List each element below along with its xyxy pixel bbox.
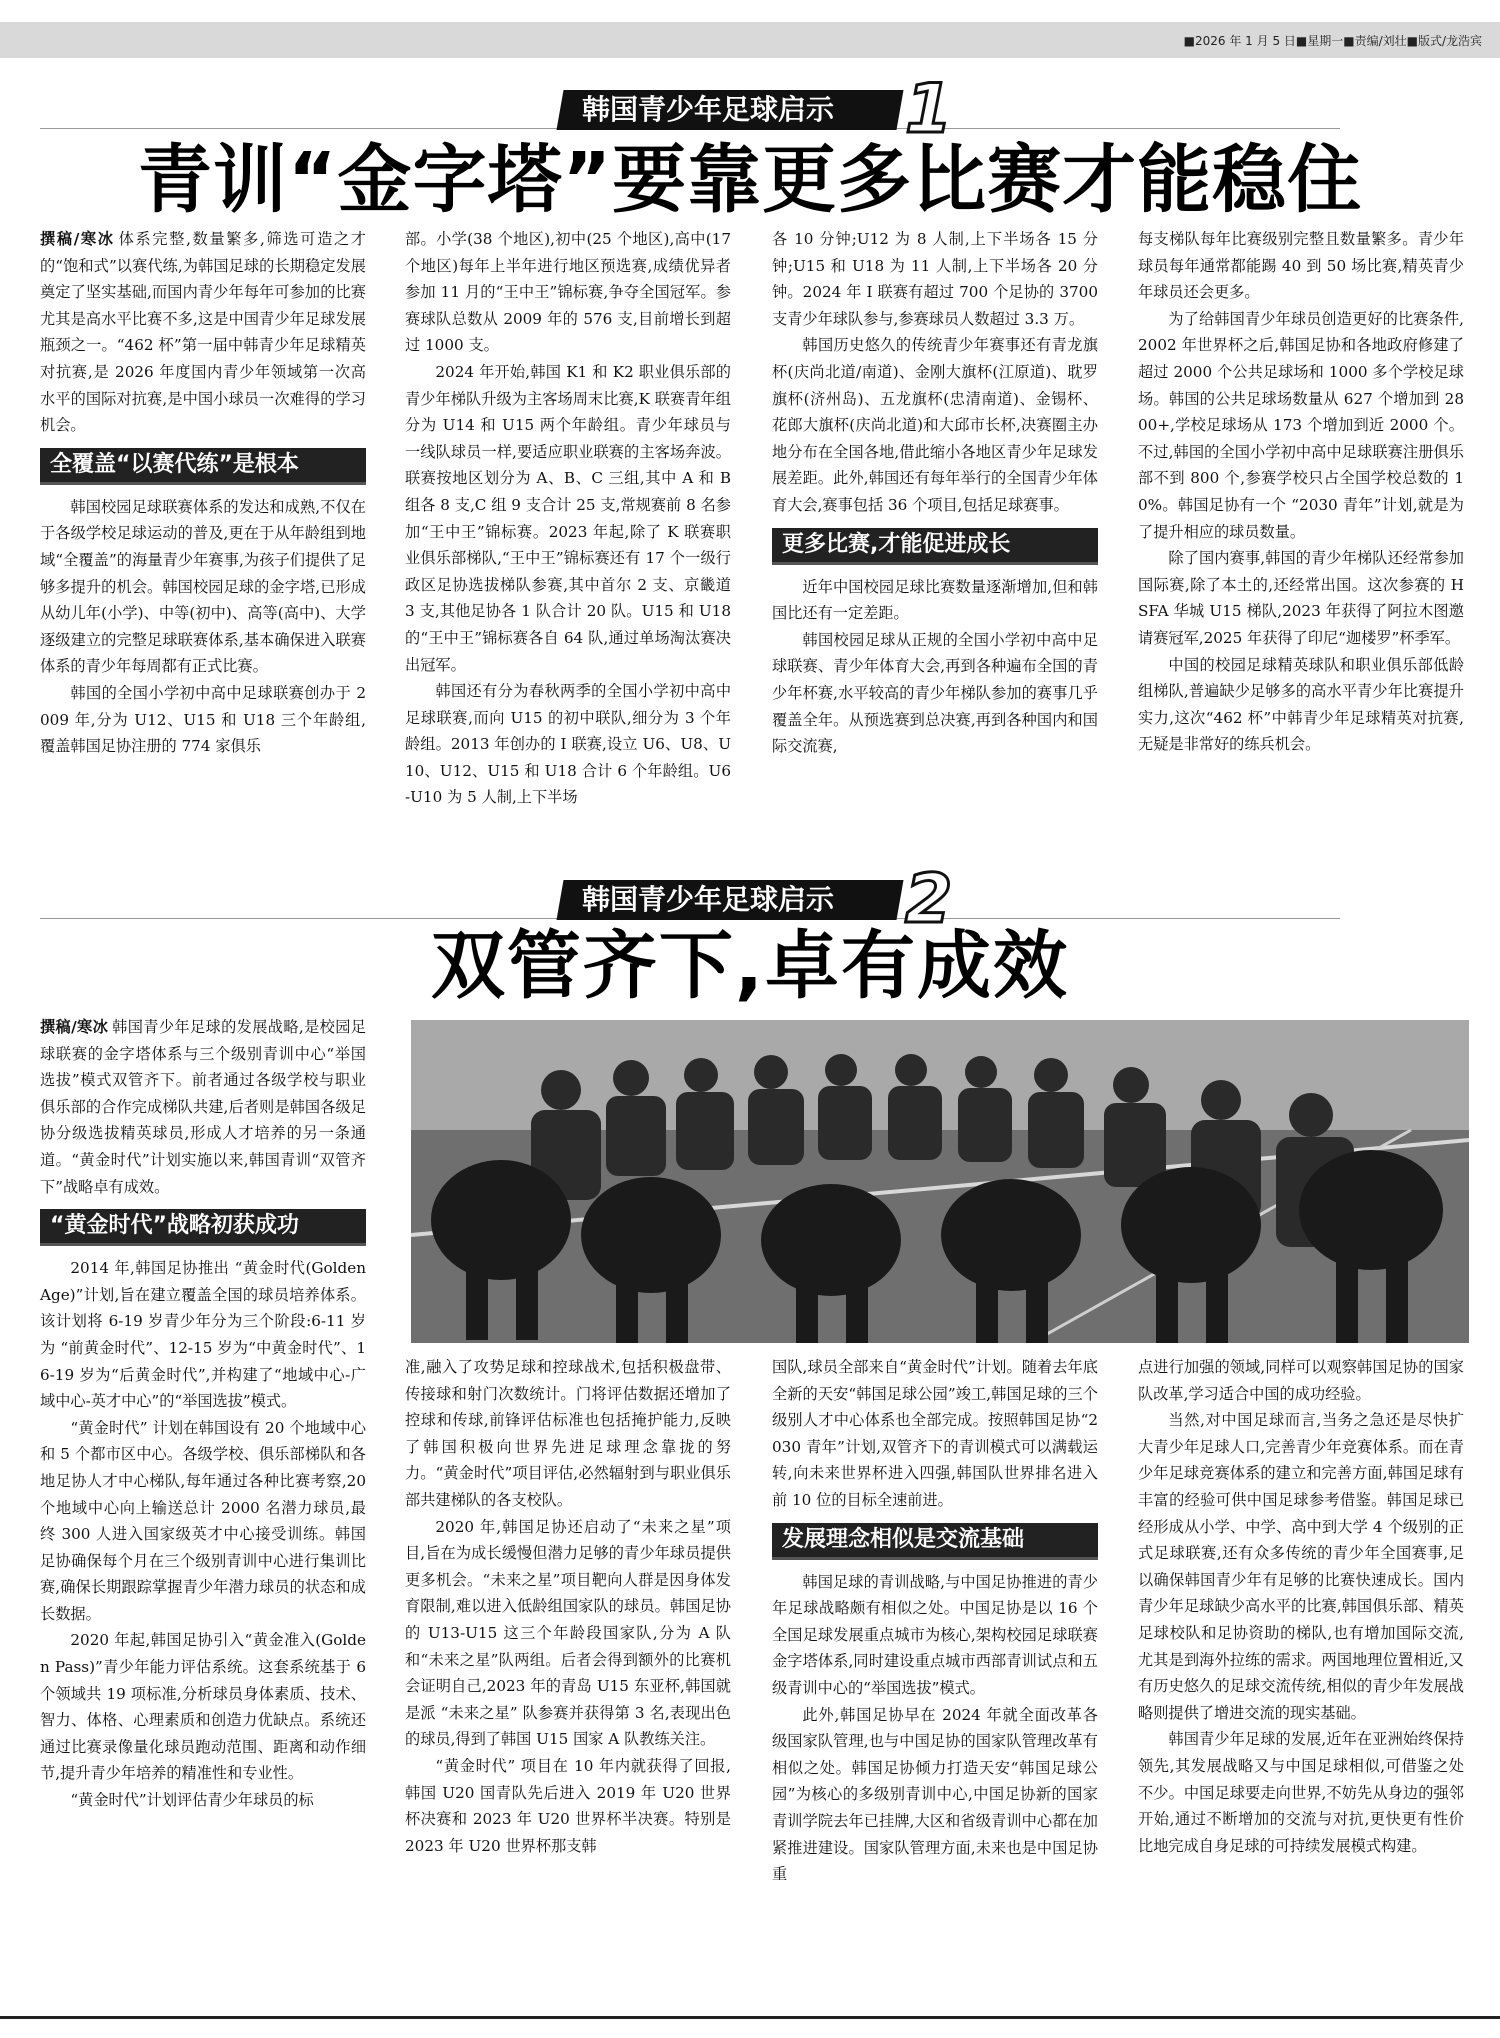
byline-2: 撰稿/寒冰 <box>40 1018 109 1036</box>
article1-column-3 <box>772 226 1098 760</box>
byline-1: 撰稿/寒冰 <box>40 230 115 248</box>
a2-c1-p3: “黄金时代” 计划在韩国设有 20 个地域中心和 5 个都市区中心。各级学校、俱乐部梯队和各地足协人才中心梯队,每年通过各种比赛考察,20 个地域中心向上输送总计 2000 名潜力球员,最终 300 人进入国家级英才中心接受训练。韩国足协确保每个月在三个级别青训中心进行集训比赛,确保长期跟踪掌握青少年潜力球员的状态和成长数据。 <box>40 1418 366 1623</box>
a1-c4-p3: 除了国内赛事,韩国的青少年梯队还经常参加国际赛,除了本土的,还经常出国。这次参赛的 HSFA 华城 U15 梯队,2023 年获得了阿拉木图邀请赛冠军,2025 年获得了印尼“迦楼罗”杯季军。 <box>1138 549 1464 647</box>
a2-c3-p3: 此外,韩国足协早在 2024 年就全面改革各级国家队管理,也与中国足协的国家队管理改革有相似之处。韩国足协倾力打造天安“韩国足球公园”为核心的多级别青训中心,中国足协新的国家青训学院去年已挂牌,大区和省级青训中心都在加紧推进建设。国家队管理方面,未来也是中国足协重 <box>772 1705 1098 1884</box>
a1-c3-p1: 各 10 分钟;U12 为 8 人制,上下半场各 15 分钟;U15 和 U18 为 11 人制,上下半场各 20 分钟。2024 年 I 联赛有超过 700 个足协的 3700 支青少年球队参与,参赛球员人数超过 3.3 万。 <box>772 230 1098 328</box>
kicker-2-text: 韩国青少年足球启示 <box>582 883 835 916</box>
a1-c3-p2: 韩国历史悠久的传统青少年赛事还有青龙旗杯(庆尚北道/南道)、金刚大旗杯(江原道)、耽罗旗杯(济州岛)、五龙旗杯(忠清南道)、金锡杯、花郎大旗杯(庆尚北道)和大邱市长杯,决赛圈主办地分布在全国各地,借此缩小各地区青少年足球发展差距。此外,韩国还有每年举行的全国青少年体育大会,赛事包括 36 个项目,包括足球赛事。 <box>772 336 1098 514</box>
a1-c2-p3: 韩国还有分为春秋两季的全国小学初中高中足球联赛,而向 U15 的初中联队,细分为 3 个年龄组。2013 年创办的 I 联赛,设立 U6、U8、U10、U12、U15 和 U18 合计 6 个年龄组。U6-U10 为 5 人制,上下半场 <box>405 682 731 807</box>
article2-column-3 <box>772 1354 1098 1888</box>
a2-c2-p3: “黄金时代” 项目在 10 年内就获得了回报,韩国 U20 国青队先后进入 2019 年 U20 世界杯决赛和 2023 年 U20 世界杯半决赛。特别是 2023 年 U20 世界杯那支韩 <box>405 1756 731 1855</box>
kicker-1-text: 韩国青少年足球启示 <box>582 93 835 126</box>
a2-c1-p1: 韩国青少年足球的发展战略,是校园足球联赛的金字塔体系与三个级别青训中心“举国选拔”模式双管齐下。前者通过各级学校与职业俱乐部的合作完成梯队共建,后者则是韩国各级足协分级选拔精英球员,形成人才培养的另一条通道。“黄金时代”计划实施以来,韩国青训“双管齐下”战略卓有成效。 <box>40 1018 366 1196</box>
a2-c3-p2: 韩国足球的青训战略,与中国足协推进的青少年足球战略颇有相似之处。中国足协是以 16 个全国足球发展重点城市为核心,架构校园足球联赛金字塔体系,同时建设重点城市西部青训试点和五级青训中心的“举国选拔”模式。 <box>772 1572 1098 1697</box>
date-line: ■2026 年 1 月 5 日■星期一■责编/刘壮■版式/龙浩宾 <box>1183 34 1482 48</box>
a1-c3-p4: 韩国校园足球从正规的全国小学初中高中足球联赛、青少年体育大会,再到各种遍布全国的青少年杯赛,水平较高的青少年梯队参加的赛事几乎覆盖全年。从预选赛到总决赛,再到各种国内和国际交流赛, <box>772 630 1098 756</box>
kicker-1-number: 1 <box>904 70 952 149</box>
a2-c1-p4: 2020 年起,韩国足协引入“黄金准入(Golden Pass)”青少年能力评估系统。这套系统基于 6 个领域共 19 项标准,分析球员身体素质、技术、智力、体格、心理素质和创造力优缺点。系统还通过比赛录像量化球员跑动范围、距离和动作细节,提升青少年培养的精准性和专业性。 <box>40 1631 366 1783</box>
a1-c1-p2: 韩国校园足球联赛体系的发达和成熟,不仅在于各级学校足球运动的普及,更在于从年龄组到地域“全覆盖”的海量青少年赛事,为孩子们提供了足够多提升的机会。韩国校园足球的金字塔,已形成从幼儿年(小学)、中等(初中)、高等(高中)、大学逐级建立的完整足球联赛体系,基本确保进入联赛体系的青少年每周都有正式比赛。 <box>40 497 366 676</box>
subhead-1a: 全覆盖“以赛代练”是根本 <box>40 448 366 485</box>
a1-c2-p1: 部。小学(38 个地区),初中(25 个地区),高中(17 个地区)每年上半年进行地区预选赛,成绩优异者参加 11 月的“王中王”锦标赛,争夺全国冠军。参赛球队总数从 2009 年的 576 支,目前增长到超过 1000 支。 <box>405 230 731 355</box>
subhead-2b: 发展理念相似是交流基础 <box>772 1523 1098 1560</box>
article2-column-4 <box>1138 1354 1464 1859</box>
a2-c2-p1: 准,融入了攻势足球和控球战术,包括积极盘带、传接球和射门次数统计。门将评估数据还增加了控球和传球,前锋评估标准也包括掩护能力,反映了韩国积极向世界先进足球理念靠拢的努力。“黄金时代”项目评估,必然辐射到与职业俱乐部共建梯队的各支校队。 <box>405 1358 731 1509</box>
article1-column-1 <box>40 226 366 760</box>
article2-column-1 <box>40 1014 366 1814</box>
a1-c2-p2: 2024 年开始,韩国 K1 和 K2 职业俱乐部的青少年梯队升级为主客场周末比赛,K 联赛青年组分为 U14 和 U15 两个年龄组。青少年球员与一线队球员一样,要适应职业联赛的主客场奔波。联赛按地区划分为 A、B、C 三组,其中 A 和 B 组各 8 支,C 组 9 支合计 25 支,常规赛前 8 名参加“王中王”锦标赛。2023 年起,除了 K 联赛职业俱乐部梯队,“王中王”锦标赛还有 17 个一级行政区足协选拔梯队参赛,其中首尔 2 支、京畿道 3 支,其他足协各 1 队合计 20 队。U15 和 U18 的“王中王”锦标赛各自 64 队,通过单场淘汰赛决出冠军。 <box>405 362 731 674</box>
a2-c4-p2: 当然,对中国足球而言,当务之急还是尽快扩大青少年足球人口,完善青少年竞赛体系。而在青少年足球竞赛体系的建立和完善方面,韩国足球有丰富的经验可供中国足球参考借鉴。韩国足球已经形成从小学、中学、高中到大学 4 个级别的正式足球联赛,还有众多传统的青少年全国赛事,足以确保韩国青少年有足够的比赛快速成长。国内青少年足球缺少高水平的比赛,韩国俱乐部、精英足球校队和足协资助的梯队,也有增加国际交流,尤其是到海外拉练的需求。两国地理位置相近,又有历史悠久的足球交流传统,相似的青少年发展战略则提供了增进交流的现实基础。 <box>1138 1411 1464 1722</box>
players-huddle-photo <box>411 1020 1469 1343</box>
a2-c2-p2: 2020 年,韩国足协还启动了“未来之星”项目,旨在为成长缓慢但潜力足够的青少年球员提供更多机会。“未来之星”项目靶向人群是因身体发育限制,难以进入低龄组国家队的球员。韩国足协的 U13-U15 这三个年龄段国家队,分为 A 队和“未来之星”队两组。后者会得到额外的比赛机会证明自己,2023 年的青岛 U15 东亚杯,韩国就是派 “未来之星” 队参赛并获得第 3 名,表现出色的球员,得到了韩国 U15 国家 A 队教练关注。 <box>405 1517 731 1749</box>
huddle-illustration <box>411 1020 1469 1343</box>
a1-c1-p3: 韩国的全国小学初中高中足球联赛创办于 2009 年,分为 U12、U15 和 U18 三个年龄组,覆盖韩国足协注册的 774 家俱乐 <box>40 683 366 756</box>
a2-c4-p1: 点进行加强的领域,同样可以观察韩国足协的国家队改革,学习适合中国的成功经验。 <box>1138 1358 1464 1403</box>
article2-column-2 <box>405 1354 731 1859</box>
a2-c1-p5: “黄金时代”计划评估青少年球员的标 <box>70 1791 314 1810</box>
article1-column-2 <box>405 226 731 811</box>
a2-c4-p3: 韩国青少年足球的发展,近年在亚洲始终保持领先,其发展战略又与中国足球相似,可借鉴之处不少。中国足球要走向世界,不妨先从身边的强邻开始,通过不断增加的交流与对抗,更快更有性价比地完成自身足球的可持续发展模式构建。 <box>1138 1730 1464 1855</box>
kicker-2-number: 2 <box>904 860 952 939</box>
subhead-2a: “黄金时代”战略初获成功 <box>40 1209 366 1246</box>
a2-c1-p2: 2014 年,韩国足协推出 “黄金时代(Golden Age)”计划,旨在建立覆盖全国的球员培养体系。该计划将 6-19 岁青少年分为三个阶段:6-11 岁为 “前黄金时代”、12-15 岁为“中黄金时代”、16-19 岁为“后黄金时代”,并构建了“地域中心-广域中心-英才中心”的“举国选拔”模式。 <box>40 1259 366 1411</box>
headline-1: 青训“金字塔”要靠更多比赛才能稳住 <box>137 137 1363 223</box>
kicker-2 <box>556 860 952 939</box>
kicker-1 <box>556 70 952 149</box>
headline-2: 双管齐下,卓有成效 <box>430 923 1070 1009</box>
article1-column-4 <box>1138 226 1464 758</box>
subhead-1b: 更多比赛,才能促进成长 <box>772 528 1098 565</box>
a1-c1-p1: 体系完整,数量繁多,筛选可造之才的“饱和式”以赛代练,为韩国足球的长期稳定发展奠定了坚实基础,而国内青少年每年可参加的比赛尤其是高水平比赛不多,这是中国青少年足球发展瓶颈之一。“462 杯”第一届中韩青少年足球精英对抗赛,是 2026 年度国内青少年领域第一次高水平的国际对抗赛,是中国小球员一次难得的学习机会。 <box>40 230 366 435</box>
page-header-bar <box>0 22 1500 58</box>
page-bottom-rule <box>0 2016 1500 2019</box>
a1-c4-p2: 为了给韩国青少年球员创造更好的比赛条件,2002 年世界杯之后,韩国足协和各地政府修建了超过 2000 个公共足球场和 1000 多个学校足球场。韩国的公共足球场数量从 627 个增加到 2800+,学校足球场从 173 个增加到近 2000 个。不过,韩国的全国小学初中高中足球联赛注册俱乐部不到 800 个,参赛学校只占全国学校总数的 10%。韩国足协有一个 “2030 青年”计划,就是为了提升相应的球员数量。 <box>1138 309 1464 541</box>
a1-c4-p4: 中国的校园足球精英球队和职业俱乐部低龄组梯队,普遍缺少足够多的高水平青少年比赛提升实力,这次“462 杯”中韩青少年足球精英对抗赛,无疑是非常好的练兵机会。 <box>1138 655 1464 754</box>
a1-c4-p1: 每支梯队每年比赛级别完整且数量繁多。青少年球员每年通常都能踢 40 到 50 场比赛,精英青少年球员还会更多。 <box>1138 230 1464 302</box>
a1-c3-p3: 近年中国校园足球比赛数量逐渐增加,但和韩国比还有一定差距。 <box>772 577 1098 623</box>
a2-c3-p1: 国队,球员全部来自“黄金时代”计划。随着去年底全新的天安“韩国足球公园”竣工,韩国足球的三个级别人才中心体系也全部完成。按照韩国足协“2030 青年”计划,双管齐下的青训模式可以满载运转,向未来世界杯进入四强,韩国队世界排名进入前 10 位的目标全速前进。 <box>772 1358 1098 1509</box>
